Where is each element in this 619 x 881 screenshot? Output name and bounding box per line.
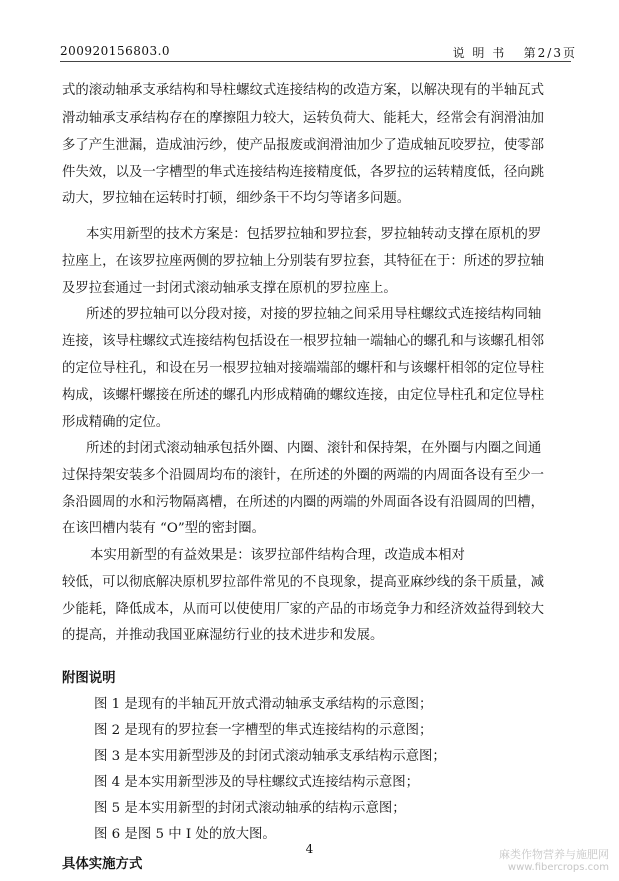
body-line: 及罗拉套通过一封闭式滚动轴承支撑在原机的罗拉座上。: [62, 281, 397, 296]
figure-caption: 图 6 是图 5 中 I 处的放大图。: [94, 827, 276, 842]
body-line: 动大，罗拉轴在运转时打顿，细纱条干不均匀等诸多问题。: [62, 191, 411, 206]
body-line: 在该凹槽内装有 “O”型的密封圈。: [62, 521, 266, 536]
body-line: 所述的封闭式滚动轴承包括外圈、内圈、滚针和保持架，在外圈与内圈之间通: [86, 441, 542, 456]
figure-caption: 图 4 是本实用新型涉及的导柱螺纹式连接结构示意图；: [94, 775, 420, 790]
embodiment-heading: 具体实施方式: [62, 856, 143, 872]
body-line: 所述的罗拉轴可以分段对接，对接的罗拉轴之间采用导柱螺纹式连接结构同轴: [86, 307, 542, 322]
figure-caption: 图 5 是本实用新型的封闭式滚动轴承的结构示意图；: [94, 801, 406, 816]
page-number: 4: [305, 842, 314, 856]
body-line: 拉座上，在该罗拉座两侧的罗拉轴上分别装有罗拉套，其特征在于：所述的罗拉轴: [62, 254, 545, 269]
watermark-url: www.fibercrops.com: [507, 862, 609, 873]
body-line: 过保持架安装多个沿圆周均布的滚针，在所述的外圈的两端的内周面各设有至少一: [62, 468, 545, 483]
page-indicator: 第2/3页: [523, 46, 577, 60]
body-line: 少能耗，降低成本，从而可以使使用厂家的产品的市场竞争力和经济效益得到较大: [62, 602, 545, 617]
body-line: 的定位导柱孔，和设在另一根罗拉轴对接端端部的螺杆和与该螺杆相邻的定位导柱: [62, 361, 545, 376]
body-line: 式的滚动轴承支承结构和导柱螺纹式连接结构的改造方案，以解决现有的半轴瓦式: [62, 83, 545, 98]
body-line: 多了产生泄漏，造成油污纱，使产品报废或润滑油加少了造成轴瓦咬罗拉，使零部: [62, 138, 545, 153]
figures-heading: 附图说明: [62, 670, 116, 686]
body-line: 本实用新型的有益效果是：该罗拉部件结构合理，改造成本相对: [90, 548, 465, 563]
watermark: [499, 848, 609, 874]
watermark-text: 麻类作物营养与施肥网: [499, 848, 609, 861]
body-line: 构成，该螺杆螺接在所述的螺孔内形成精确的螺纹连接，由定位导柱孔和定位导柱: [62, 388, 545, 403]
body-line: 滑动轴承支承结构存在的摩擦阻力较大，运转负荷大、能耗大，经常会有润滑油加: [62, 111, 545, 126]
body-line: 的提高，并推动我国亚麻湿纺行业的技术进步和发展。: [62, 628, 384, 643]
figure-caption: 图 1 是现有的半轴瓦开放式滑动轴承支承结构的示意图；: [94, 697, 433, 712]
body-line: 较低，可以彻底解决原机罗拉部件常见的不良现象，提高亚麻纱线的条干质量，减: [62, 575, 545, 590]
body-line: 连接，该导柱螺纹式连接结构包括设在一根罗拉轴一端轴心的螺孔和与该螺孔相邻: [62, 334, 545, 349]
figure-caption: 图 2 是现有的罗拉套一字槽型的隼式连接结构的示意图；: [94, 723, 433, 738]
header-rule: [60, 61, 571, 62]
page-header-info: [453, 44, 577, 61]
body-line: 形成精确的定位。: [62, 415, 170, 430]
document-type: 说 明 书: [452, 46, 507, 60]
body-line: 本实用新型的技术方案是：包括罗拉轴和罗拉套，罗拉轴转动支撑在原机的罗: [86, 227, 542, 242]
body-line: 条沿圆周的水和污物隔离槽，在所述的内圈的两端的外周面各设有沿圆周的凹槽，: [62, 495, 545, 510]
figure-caption: 图 3 是本实用新型涉及的封闭式滚动轴承支承结构示意图；: [94, 749, 446, 764]
document-number: 200920156803.0: [60, 44, 171, 58]
body-line: 件失效，以及一字槽型的隼式连接结构连接精度低，各罗拉的运转精度低，径向跳: [62, 165, 545, 180]
